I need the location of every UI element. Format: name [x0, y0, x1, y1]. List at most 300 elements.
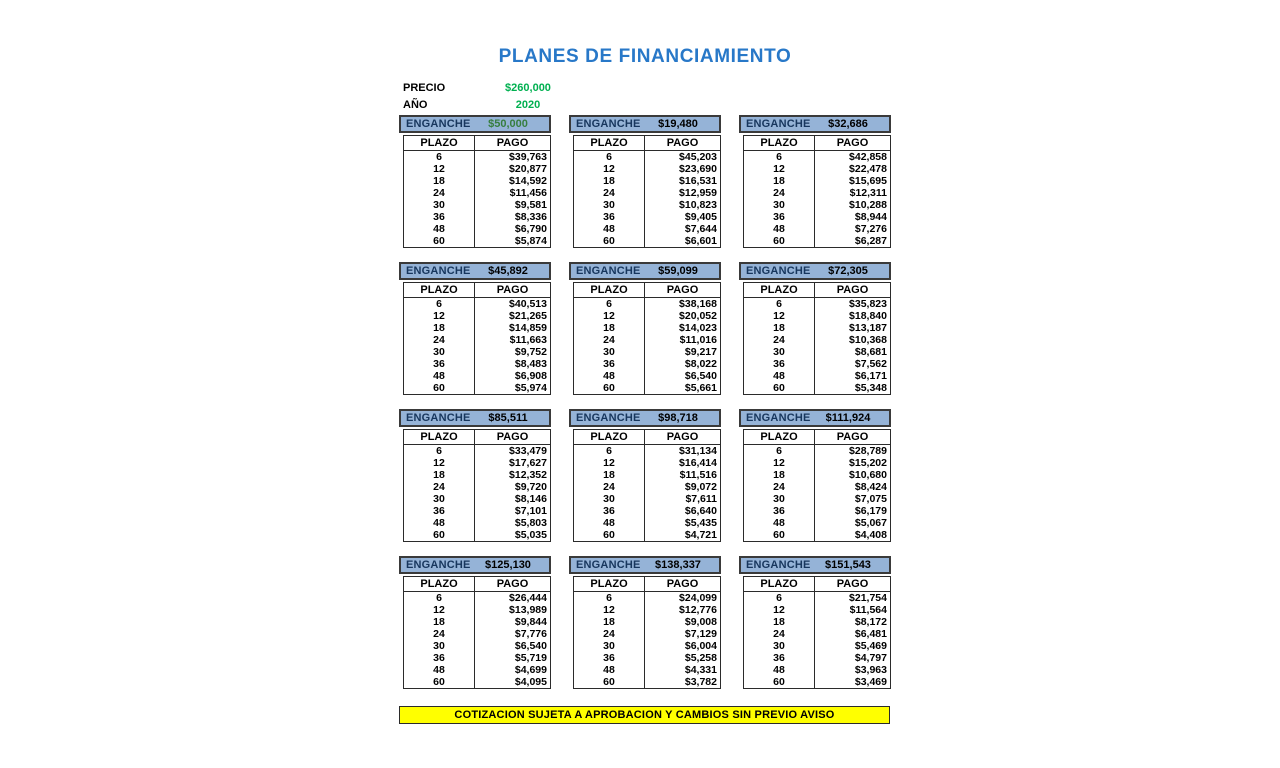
pago-cell: $9,720 [475, 481, 551, 493]
plazo-column-header: PLAZO [744, 283, 815, 298]
pago-cell: $20,877 [475, 163, 551, 175]
pago-cell: $42,858 [815, 151, 891, 164]
pago-cell: $12,311 [815, 187, 891, 199]
payments-table [743, 282, 891, 395]
plazo-cell: 6 [436, 151, 442, 163]
table-row [404, 457, 551, 469]
plazo-cell: 48 [773, 223, 785, 235]
table-row [404, 481, 551, 493]
pago-cell: $9,581 [475, 199, 551, 211]
plazo-cell: 24 [433, 628, 445, 640]
pago-cell: $38,168 [645, 298, 721, 311]
plan-rows [574, 151, 721, 248]
payments-table [403, 282, 551, 395]
table-row [744, 517, 891, 529]
pago-cell: $31,134 [645, 445, 721, 458]
pago-cell: $13,187 [815, 322, 891, 334]
pago-cell: $12,352 [475, 469, 551, 481]
pago-cell: $4,797 [815, 652, 891, 664]
enganche-label: ENGANCHE [576, 118, 641, 130]
table-row [744, 616, 891, 628]
payments-table-header-row [574, 136, 721, 151]
pago-cell: $4,408 [815, 529, 891, 542]
pago-cell: $16,531 [645, 175, 721, 187]
plazo-column-header: PLAZO [404, 430, 475, 445]
pago-column-header: PAGO [475, 283, 551, 298]
plazo-cell: 36 [773, 358, 785, 370]
pago-cell: $5,067 [815, 517, 891, 529]
pago-cell: $5,348 [815, 382, 891, 395]
plazo-cell: 48 [773, 664, 785, 676]
table-row [404, 652, 551, 664]
table-row [574, 370, 721, 382]
plazo-cell: 36 [603, 652, 615, 664]
table-row [744, 310, 891, 322]
pago-cell: $10,288 [815, 199, 891, 211]
pago-cell: $9,217 [645, 346, 721, 358]
table-row [744, 211, 891, 223]
pago-cell: $6,287 [815, 235, 891, 248]
plazo-cell: 6 [436, 592, 442, 604]
enganche-label: ENGANCHE [406, 118, 471, 130]
plazo-column-header: PLAZO [574, 430, 645, 445]
plazo-cell: 48 [603, 370, 615, 382]
enganche-value: $19,480 [658, 118, 698, 130]
table-row [574, 334, 721, 346]
payments-table-header-row [744, 283, 891, 298]
plazo-column-header: PLAZO [404, 283, 475, 298]
plazo-cell: 12 [433, 457, 445, 469]
table-row [404, 529, 551, 542]
payments-table [743, 576, 891, 689]
enganche-header [399, 262, 551, 280]
plazo-cell: 60 [603, 382, 615, 394]
pago-cell: $6,790 [475, 223, 551, 235]
table-row [744, 334, 891, 346]
payments-table-header-row [744, 577, 891, 592]
pago-cell: $11,016 [645, 334, 721, 346]
pago-cell: $12,959 [645, 187, 721, 199]
pago-cell: $39,763 [475, 151, 551, 164]
table-row [574, 457, 721, 469]
plazo-cell: 12 [433, 310, 445, 322]
plazo-cell: 30 [433, 199, 445, 211]
plazo-cell: 12 [603, 457, 615, 469]
pago-cell: $28,789 [815, 445, 891, 458]
table-row [744, 505, 891, 517]
pago-cell: $13,989 [475, 604, 551, 616]
enganche-label: ENGANCHE [746, 265, 811, 277]
enganche-label: ENGANCHE [746, 559, 811, 571]
pago-cell: $6,540 [475, 640, 551, 652]
table-row [404, 346, 551, 358]
plan-rows [404, 151, 551, 248]
plazo-cell: 12 [433, 604, 445, 616]
table-row [404, 298, 551, 311]
pago-cell: $5,874 [475, 235, 551, 248]
payments-table-header-row [404, 136, 551, 151]
enganche-header [569, 556, 721, 574]
pago-cell: $24,099 [645, 592, 721, 605]
table-row [404, 322, 551, 334]
table-row [574, 493, 721, 505]
plazo-column-header: PLAZO [574, 136, 645, 151]
pago-cell: $5,974 [475, 382, 551, 395]
plazo-cell: 6 [436, 298, 442, 310]
plazo-cell: 24 [603, 628, 615, 640]
pago-column-header: PAGO [475, 136, 551, 151]
plazo-cell: 18 [773, 322, 785, 334]
table-row [744, 481, 891, 493]
plazo-column-header: PLAZO [404, 136, 475, 151]
plazo-cell: 36 [773, 652, 785, 664]
plazo-cell: 30 [773, 640, 785, 652]
pago-cell: $5,803 [475, 517, 551, 529]
pago-cell: $14,592 [475, 175, 551, 187]
plazo-cell: 18 [603, 616, 615, 628]
pago-cell: $9,405 [645, 211, 721, 223]
plazo-cell: 30 [603, 493, 615, 505]
enganche-value: $138,337 [655, 559, 701, 571]
pago-cell: $12,776 [645, 604, 721, 616]
table-row [574, 211, 721, 223]
pago-column-header: PAGO [645, 430, 721, 445]
table-row [744, 676, 891, 689]
table-row [404, 199, 551, 211]
pago-cell: $9,008 [645, 616, 721, 628]
pago-cell: $6,908 [475, 370, 551, 382]
plazo-cell: 30 [433, 346, 445, 358]
table-row [744, 322, 891, 334]
table-row [574, 592, 721, 605]
table-row [574, 358, 721, 370]
pago-column-header: PAGO [815, 577, 891, 592]
table-row [744, 370, 891, 382]
plazo-cell: 30 [773, 493, 785, 505]
table-row [404, 604, 551, 616]
pago-cell: $40,513 [475, 298, 551, 311]
plazo-cell: 24 [773, 628, 785, 640]
enganche-header [569, 262, 721, 280]
pago-cell: $26,444 [475, 592, 551, 605]
plan-card [399, 409, 551, 542]
plazo-cell: 60 [433, 529, 445, 541]
plan-rows [744, 445, 891, 542]
table-row [404, 235, 551, 248]
table-row [744, 628, 891, 640]
pago-cell: $5,435 [645, 517, 721, 529]
plazo-cell: 48 [433, 370, 445, 382]
plan-rows [574, 592, 721, 689]
plazo-cell: 6 [606, 151, 612, 163]
plan-card [399, 115, 551, 248]
plazo-cell: 30 [603, 640, 615, 652]
plazo-cell: 36 [603, 211, 615, 223]
plan-card [739, 556, 891, 689]
plazo-cell: 60 [433, 676, 445, 688]
pago-cell: $21,754 [815, 592, 891, 605]
table-row [404, 505, 551, 517]
table-row [574, 187, 721, 199]
year-label: AÑO [403, 98, 428, 111]
pago-cell: $14,023 [645, 322, 721, 334]
table-row [574, 640, 721, 652]
enganche-header [739, 409, 891, 427]
enganche-value: $111,924 [825, 412, 871, 424]
enganche-header [569, 115, 721, 133]
plazo-cell: 30 [773, 199, 785, 211]
plazo-cell: 48 [603, 223, 615, 235]
pago-cell: $4,331 [645, 664, 721, 676]
plazo-cell: 24 [773, 187, 785, 199]
plan-rows [574, 445, 721, 542]
pago-cell: $7,075 [815, 493, 891, 505]
plazo-cell: 24 [433, 334, 445, 346]
pago-cell: $14,859 [475, 322, 551, 334]
table-row [404, 640, 551, 652]
plazo-cell: 18 [773, 616, 785, 628]
pago-cell: $5,258 [645, 652, 721, 664]
plazo-cell: 36 [433, 652, 445, 664]
plan-rows [744, 592, 891, 689]
table-row [744, 223, 891, 235]
pago-cell: $10,680 [815, 469, 891, 481]
table-row [744, 664, 891, 676]
plazo-cell: 24 [773, 481, 785, 493]
table-row [404, 151, 551, 164]
pago-cell: $33,479 [475, 445, 551, 458]
plazo-column-header: PLAZO [574, 577, 645, 592]
plan-rows [744, 151, 891, 248]
table-row [574, 664, 721, 676]
pago-cell: $45,203 [645, 151, 721, 164]
plazo-cell: 30 [773, 346, 785, 358]
pago-cell: $4,721 [645, 529, 721, 542]
table-row [574, 151, 721, 164]
table-row [744, 346, 891, 358]
pago-cell: $6,640 [645, 505, 721, 517]
pago-cell: $7,129 [645, 628, 721, 640]
table-row [744, 382, 891, 395]
pago-column-header: PAGO [645, 283, 721, 298]
pago-cell: $7,611 [645, 493, 721, 505]
pago-cell: $8,424 [815, 481, 891, 493]
pago-column-header: PAGO [815, 283, 891, 298]
table-row [744, 640, 891, 652]
plazo-cell: 12 [603, 604, 615, 616]
pago-cell: $6,540 [645, 370, 721, 382]
table-row [574, 517, 721, 529]
plan-rows [574, 298, 721, 395]
plan-card [739, 409, 891, 542]
enganche-label: ENGANCHE [746, 412, 811, 424]
pago-cell: $15,202 [815, 457, 891, 469]
payments-table-header-row [404, 430, 551, 445]
pago-cell: $6,481 [815, 628, 891, 640]
enganche-value: $72,305 [828, 265, 868, 277]
pago-cell: $8,681 [815, 346, 891, 358]
pago-cell: $11,456 [475, 187, 551, 199]
table-row [404, 616, 551, 628]
table-row [744, 592, 891, 605]
table-row [404, 163, 551, 175]
table-row [574, 676, 721, 689]
pago-cell: $8,336 [475, 211, 551, 223]
pago-cell: $5,469 [815, 640, 891, 652]
plazo-cell: 6 [776, 151, 782, 163]
table-row [744, 604, 891, 616]
pago-cell: $7,644 [645, 223, 721, 235]
plazo-cell: 36 [773, 211, 785, 223]
payments-table [573, 429, 721, 542]
payments-table [403, 135, 551, 248]
table-row [404, 334, 551, 346]
pago-column-header: PAGO [815, 430, 891, 445]
table-row [744, 163, 891, 175]
pago-cell: $3,469 [815, 676, 891, 689]
enganche-header [399, 409, 551, 427]
payments-table [403, 429, 551, 542]
plazo-cell: 60 [433, 382, 445, 394]
pago-cell: $8,172 [815, 616, 891, 628]
table-row [744, 235, 891, 248]
table-row [574, 235, 721, 248]
table-row [404, 628, 551, 640]
year-row [403, 96, 575, 113]
plazo-cell: 36 [603, 358, 615, 370]
pago-cell: $17,627 [475, 457, 551, 469]
pago-cell: $20,052 [645, 310, 721, 322]
plazo-column-header: PLAZO [744, 136, 815, 151]
pago-cell: $3,782 [645, 676, 721, 689]
plan-rows [404, 298, 551, 395]
plazo-cell: 6 [436, 445, 442, 457]
table-row [744, 457, 891, 469]
plazo-cell: 18 [433, 469, 445, 481]
plazo-cell: 24 [433, 481, 445, 493]
payments-table-header-row [744, 136, 891, 151]
plazo-cell: 12 [433, 163, 445, 175]
plazo-cell: 36 [433, 505, 445, 517]
enganche-label: ENGANCHE [406, 265, 471, 277]
table-row [404, 187, 551, 199]
plan-card [399, 556, 551, 689]
table-row [744, 358, 891, 370]
pago-cell: $7,101 [475, 505, 551, 517]
table-row [404, 358, 551, 370]
payments-table [403, 576, 551, 689]
payments-table [743, 135, 891, 248]
plazo-cell: 36 [773, 505, 785, 517]
pago-column-header: PAGO [815, 136, 891, 151]
payments-table-header-row [574, 577, 721, 592]
plazo-cell: 18 [603, 469, 615, 481]
plazo-cell: 60 [603, 235, 615, 247]
plazo-cell: 48 [773, 370, 785, 382]
pago-column-header: PAGO [645, 136, 721, 151]
pago-column-header: PAGO [475, 577, 551, 592]
plazo-cell: 48 [603, 664, 615, 676]
table-row [574, 223, 721, 235]
payments-table [573, 576, 721, 689]
plazo-cell: 6 [776, 592, 782, 604]
price-value: $260,000 [505, 81, 551, 94]
table-row [744, 469, 891, 481]
table-row [744, 298, 891, 311]
table-row [744, 175, 891, 187]
plan-card [739, 115, 891, 248]
payments-table [573, 135, 721, 248]
plazo-cell: 18 [773, 175, 785, 187]
table-row [744, 652, 891, 664]
pago-column-header: PAGO [475, 430, 551, 445]
plazo-cell: 12 [773, 604, 785, 616]
plazo-cell: 48 [433, 517, 445, 529]
enganche-label: ENGANCHE [406, 412, 471, 424]
plazo-cell: 24 [433, 187, 445, 199]
plan-rows [404, 445, 551, 542]
table-row [574, 175, 721, 187]
enganche-label: ENGANCHE [746, 118, 811, 130]
table-row [404, 676, 551, 689]
plazo-cell: 12 [603, 163, 615, 175]
plazo-cell: 6 [606, 298, 612, 310]
plazo-cell: 60 [603, 676, 615, 688]
payments-table-header-row [574, 283, 721, 298]
table-row [744, 493, 891, 505]
enganche-header [569, 409, 721, 427]
enganche-value: $125,130 [485, 559, 531, 571]
table-row [574, 481, 721, 493]
payments-table [743, 429, 891, 542]
plazo-cell: 18 [433, 616, 445, 628]
pago-cell: $22,478 [815, 163, 891, 175]
plazo-cell: 24 [603, 187, 615, 199]
plazo-cell: 48 [603, 517, 615, 529]
pago-cell: $11,516 [645, 469, 721, 481]
enganche-header [399, 115, 551, 133]
plazo-column-header: PLAZO [744, 577, 815, 592]
plazo-cell: 48 [433, 664, 445, 676]
plazo-cell: 60 [773, 382, 785, 394]
plazo-cell: 48 [433, 223, 445, 235]
table-row [574, 346, 721, 358]
plazo-cell: 18 [433, 175, 445, 187]
plan-card [569, 115, 721, 248]
table-row [744, 187, 891, 199]
payments-table-header-row [404, 283, 551, 298]
pago-cell: $10,368 [815, 334, 891, 346]
plazo-cell: 6 [776, 298, 782, 310]
plazo-cell: 12 [603, 310, 615, 322]
pago-cell: $6,601 [645, 235, 721, 248]
pago-cell: $16,414 [645, 457, 721, 469]
pago-cell: $18,840 [815, 310, 891, 322]
plazo-cell: 48 [773, 517, 785, 529]
plazo-cell: 60 [773, 235, 785, 247]
pago-cell: $21,265 [475, 310, 551, 322]
table-row [404, 517, 551, 529]
table-row [574, 604, 721, 616]
enganche-header [739, 262, 891, 280]
plazo-cell: 60 [773, 529, 785, 541]
plazo-cell: 60 [773, 676, 785, 688]
plazo-cell: 18 [433, 322, 445, 334]
table-row [574, 505, 721, 517]
plan-card [739, 262, 891, 395]
plazo-cell: 12 [773, 163, 785, 175]
enganche-header [739, 115, 891, 133]
